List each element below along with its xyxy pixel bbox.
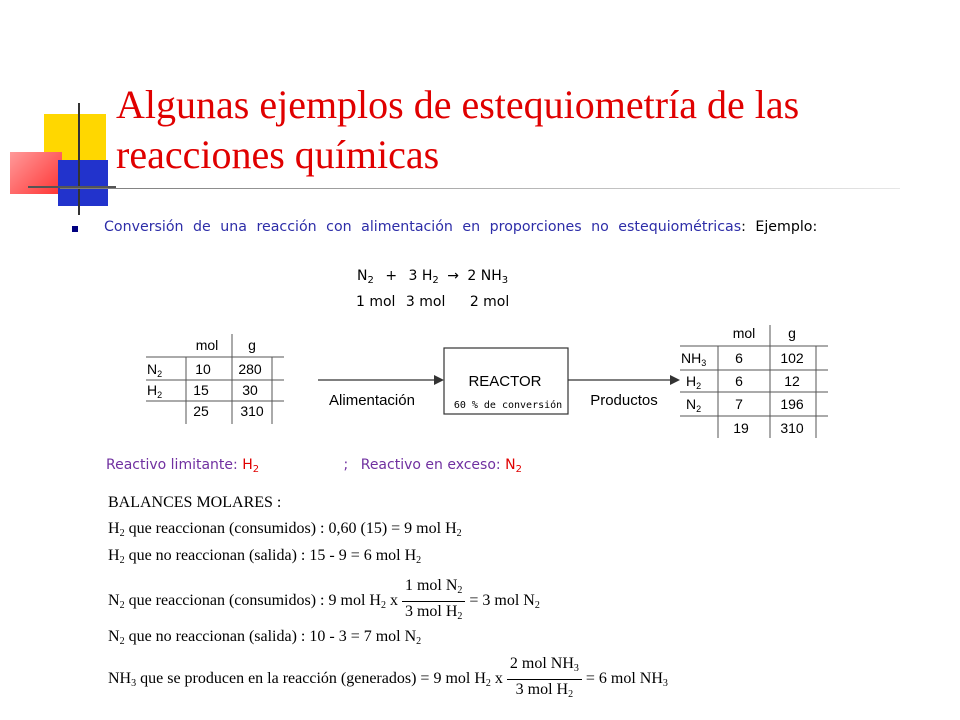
sub-2: 2 — [119, 555, 125, 566]
species-symbol: N — [147, 361, 158, 377]
line-result: = 3 mol N — [465, 592, 535, 610]
feed-n2-mol: 10 — [195, 361, 211, 377]
balance-line-4 — [108, 628, 421, 647]
feed-species-h2 — [147, 382, 162, 400]
product-species-h2 — [686, 373, 701, 391]
sub-3: 3 — [573, 663, 579, 674]
times-sign: x — [385, 592, 402, 610]
product-header-mol: mol — [732, 325, 756, 341]
feed-arrow-head — [434, 375, 444, 385]
species-sub: 2 — [157, 369, 163, 379]
eq-reactant-n: N — [357, 268, 368, 284]
sub-2: 2 — [485, 678, 491, 690]
fraction-denominator — [402, 602, 465, 627]
reactor-conversion: 60 % de conversión — [453, 400, 563, 411]
product-species-nh3 — [681, 350, 706, 368]
sub-2: 2 — [457, 585, 463, 596]
line-text: que reaccionan (consumidos) : 0,60 (15) = 9 mol H — [124, 520, 457, 537]
feed-label: Alimentación — [329, 392, 415, 409]
species-symbol: H — [147, 382, 158, 398]
feed-h2-mol: 15 — [193, 382, 209, 398]
eq-reactant-h: 3 H — [408, 268, 433, 284]
product-nh3-g: 102 — [780, 350, 804, 366]
product-header-g: g — [788, 325, 796, 341]
species-sub: 2 — [157, 390, 163, 400]
sub-2: 2 — [119, 636, 125, 647]
balance-line-2 — [108, 547, 421, 566]
num-text: 2 mol NH — [509, 655, 574, 672]
species-sub: 2 — [696, 381, 702, 391]
excess-label: Reactivo en exceso: — [360, 457, 506, 473]
eq-arrow: → — [447, 268, 459, 284]
reactor-label: REACTOR — [468, 373, 542, 390]
species-n: N — [108, 592, 120, 610]
species-symbol: NH — [681, 350, 702, 366]
sub-2: 2 — [416, 636, 422, 647]
product-h2-mol: 6 — [735, 373, 743, 389]
sub-2: 2 — [119, 600, 125, 612]
eq-sub: 2 — [432, 275, 439, 286]
mole-h2: 3 mol — [405, 294, 446, 310]
balance-line-1 — [108, 520, 462, 539]
feed-header-mol: mol — [195, 337, 219, 353]
bullet-example: Ejemplo: — [755, 219, 818, 235]
species-symbol: H — [686, 373, 697, 389]
fraction-numerator — [507, 654, 582, 680]
times-sign: x — [490, 670, 507, 688]
excess-reagent: N — [505, 457, 516, 473]
eq-plus: + — [385, 268, 398, 284]
fraction-denominator — [507, 680, 582, 705]
line-text: que no reaccionan (salida) : 15 - 9 = 6 mol H — [124, 547, 417, 564]
balances-heading: BALANCES MOLARES : — [108, 494, 282, 511]
excess-sub: 2 — [515, 464, 522, 475]
fraction-numerator — [402, 576, 465, 602]
product-table-lines — [680, 325, 828, 438]
product-total-g: 310 — [780, 420, 804, 436]
num-text: 1 mol N — [404, 577, 458, 594]
feed-total-mol: 25 — [193, 403, 209, 419]
balance-line-5 — [108, 654, 668, 705]
eq-sub: 3 — [501, 275, 509, 286]
sub-2: 2 — [457, 611, 463, 622]
line-text: que no reaccionan (salida) : 10 - 3 = 7 mol N — [124, 628, 417, 645]
line-result: = 6 mol NH — [581, 670, 663, 688]
feed-h2-g: 30 — [242, 382, 258, 398]
eq-sub: 2 — [367, 275, 374, 286]
page-title: Algunas ejemplos de estequiometría de las reacciones químicas — [116, 82, 800, 177]
sub-2: 2 — [416, 555, 422, 566]
feed-species-n2 — [147, 361, 162, 379]
line-text: que se producen en la reacción (generados) = 9 mol H — [136, 670, 486, 688]
bullet-colon: : — [741, 219, 746, 235]
product-nh3-mol: 6 — [735, 350, 743, 366]
species-symbol: N — [686, 396, 697, 412]
product-species-n2 — [686, 396, 701, 414]
mole-n2: 1 mol — [356, 294, 396, 310]
bullet-description: Conversión de una reacción con alimentación en proporciones no estequiométricas — [104, 219, 742, 235]
sub-2: 2 — [456, 528, 462, 539]
product-n2-g: 196 — [780, 396, 804, 412]
species-h: H — [108, 547, 120, 564]
feed-n2-g: 280 — [238, 361, 262, 377]
product-n2-mol: 7 — [735, 396, 743, 412]
limiting-reagent: H — [242, 457, 253, 473]
sub-2: 2 — [119, 528, 125, 539]
den-text: 3 mol H — [515, 681, 569, 698]
species-nh: NH — [108, 670, 132, 688]
products-label: Productos — [590, 392, 658, 409]
sub-2: 2 — [380, 600, 386, 612]
product-arrow-head — [670, 375, 680, 385]
eq-product: 2 NH — [467, 268, 502, 284]
product-h2-g: 12 — [784, 373, 800, 389]
fraction — [507, 654, 582, 705]
sub-2: 2 — [568, 689, 574, 700]
sub-2: 2 — [534, 600, 540, 612]
balance-line-3 — [108, 576, 540, 627]
species-n: N — [108, 628, 120, 645]
limiting-sub: 2 — [252, 464, 260, 475]
species-sub: 2 — [696, 404, 702, 414]
species-h: H — [108, 520, 120, 537]
den-text: 3 mol H — [404, 603, 458, 620]
mole-nh3: 2 mol — [469, 294, 510, 310]
product-total-mol: 19 — [733, 420, 749, 436]
reagents-line — [106, 457, 522, 475]
line-text: que reaccionan (consumidos) : 9 mol H — [124, 592, 381, 610]
fraction — [402, 576, 465, 627]
separator: ; — [343, 457, 349, 473]
sub-3: 3 — [662, 678, 668, 690]
limiting-label: Reactivo limitante: — [106, 457, 243, 473]
feed-header-g: g — [248, 337, 256, 353]
feed-total-g: 310 — [240, 403, 264, 419]
species-sub: 3 — [701, 358, 707, 368]
sub-3: 3 — [131, 678, 137, 690]
